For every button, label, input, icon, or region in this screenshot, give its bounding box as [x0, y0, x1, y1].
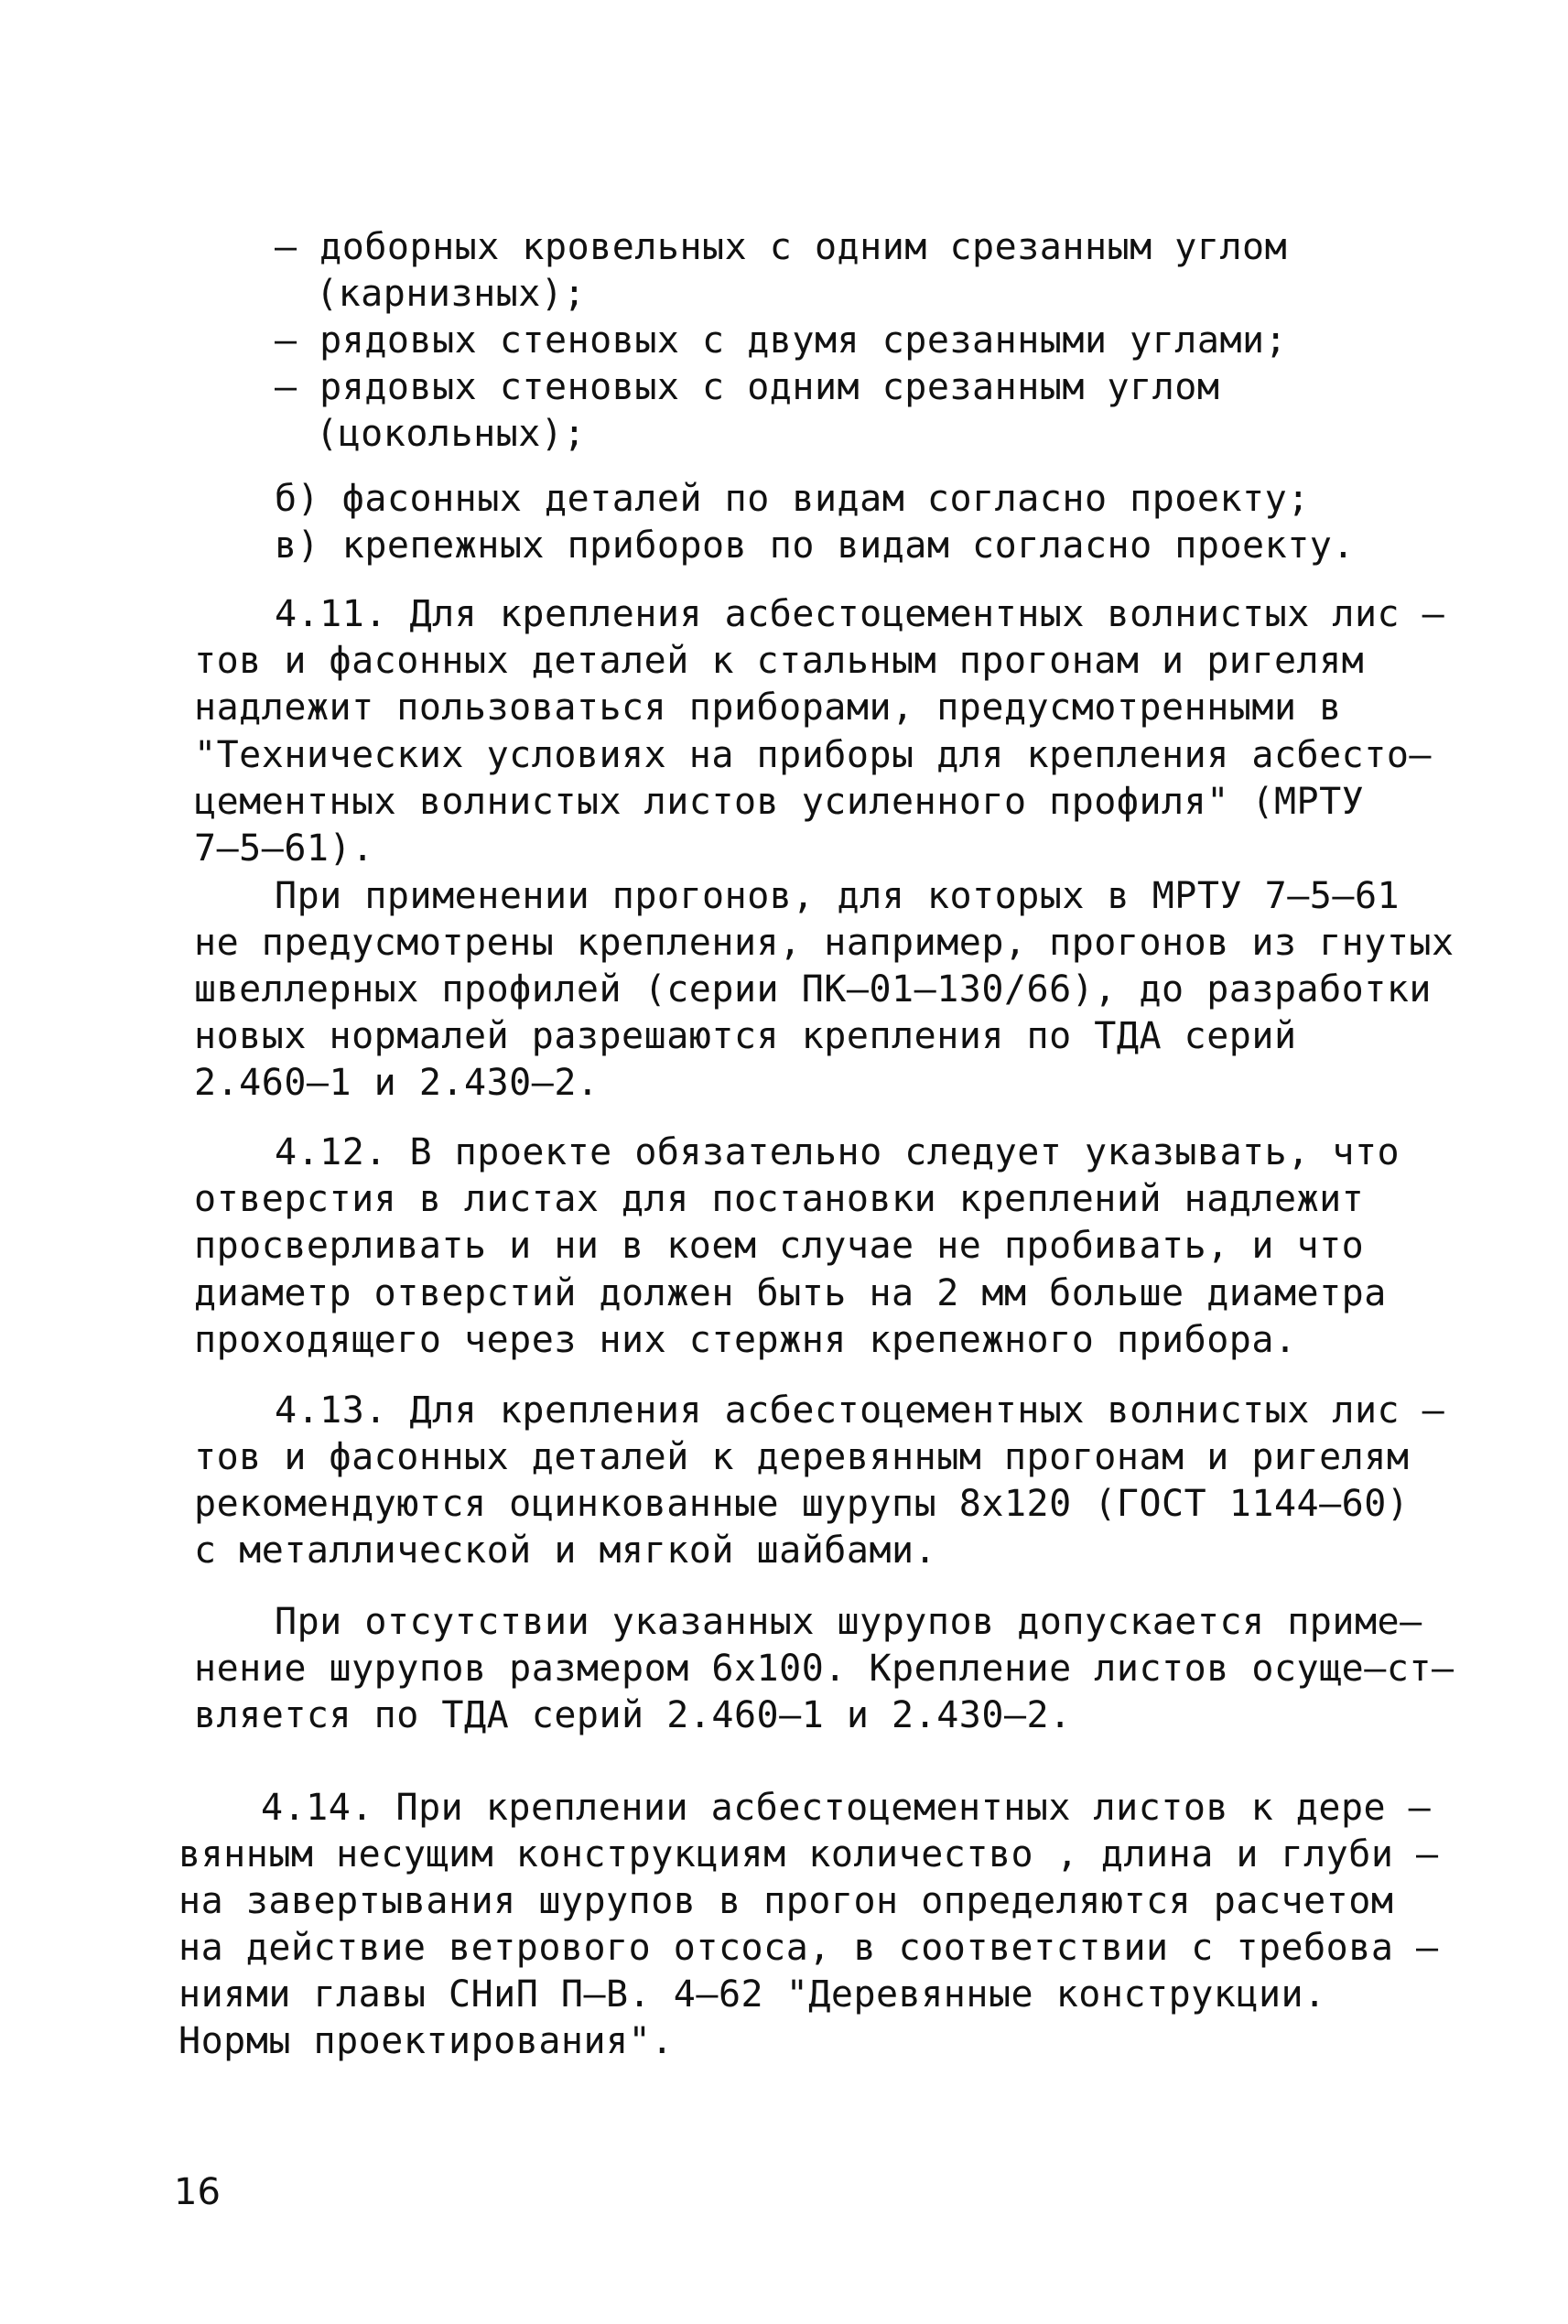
- paragraph-line: отверстия в листах для постановки креплений надлежит: [194, 1178, 1365, 1220]
- paragraph-line: 7–5–61).: [194, 827, 374, 870]
- paragraph-line: Нормы проектирования".: [178, 2020, 674, 2062]
- paragraph-line: рекомендуются оцинкованные шурупы 8х120 (ГОСТ 1144–60): [194, 1483, 1410, 1525]
- list-item: б) фасонных деталей по видам согласно проекту;: [275, 478, 1310, 520]
- paragraph-line: не предусмотрены крепления, например, прогонов из гнутых: [194, 922, 1454, 964]
- paragraph-line: на действие ветрового отсоса, в соответствии с требова –: [178, 1927, 1439, 1969]
- paragraph-line: 4.11. Для крепления асбестоцементных волнистых лис –: [275, 593, 1445, 635]
- paragraph-line: тов и фасонных деталей к стальным прогонам и ригелям: [194, 640, 1365, 682]
- paragraph-line: тов и фасонных деталей к деревянным прогонам и ригелям: [194, 1436, 1410, 1478]
- paragraph-line: вляется по ТДА серий 2.460–1 и 2.430–2.: [194, 1694, 1072, 1736]
- paragraph-line: с металлической и мягкой шайбами.: [194, 1530, 937, 1572]
- paragraph-line: 4.12. В проекте обязательно следует указывать, что: [275, 1131, 1400, 1173]
- list-item: – рядовых стеновых с двумя срезанными углами;: [275, 319, 1288, 362]
- paragraph-line: 2.460–1 и 2.430–2.: [194, 1062, 600, 1104]
- paragraph-line: вянным несущим конструкциям количество , длина и глуби –: [178, 1833, 1439, 1875]
- paragraph-line: 4.14. При креплении асбестоцементных листов к дере –: [261, 1787, 1432, 1829]
- list-item: – доборных кровельных с одним срезанным углом: [275, 226, 1288, 268]
- paragraph-line: 4.13. Для крепления асбестоцементных волнистых лис –: [275, 1389, 1445, 1432]
- paragraph-line: на завертывания шурупов в прогон определяются расчетом: [178, 1880, 1394, 1922]
- paragraph-line: нение шурупов размером 6х100. Крепление листов осуще–ст–: [194, 1648, 1454, 1690]
- paragraph-line: проходящего через них стержня крепежного прибора.: [194, 1319, 1297, 1361]
- list-item: (цокольных);: [316, 413, 586, 455]
- paragraph-line: При отсутствии указанных шурупов допускается приме–: [275, 1601, 1422, 1643]
- paragraph-line: надлежит пользоваться приборами, предусмотренными в: [194, 686, 1342, 729]
- page-number: 16: [174, 2171, 221, 2213]
- paragraph-line: просверливать и ни в коем случае не пробивать, и что: [194, 1225, 1365, 1267]
- paragraph-line: ниями главы СНиП П–В. 4–62 "Деревянные конструкции.: [178, 1973, 1326, 2016]
- paragraph-line: новых нормалей разрешаются крепления по ТДА серий: [194, 1015, 1297, 1057]
- list-item: в) крепежных приборов по видам согласно проекту.: [275, 524, 1355, 567]
- paragraph-line: "Технических условиях на приборы для крепления асбесто–: [194, 734, 1433, 776]
- paragraph-line: цементных волнистых листов усиленного профиля" (МРТУ: [194, 781, 1365, 823]
- list-item: (карнизных);: [316, 273, 586, 315]
- paragraph-line: диаметр отверстий должен быть на 2 мм больше диаметра: [194, 1272, 1387, 1314]
- paragraph-line: швеллерных профилей (серии ПК–01–130/66), до разработки: [194, 968, 1433, 1011]
- paragraph-line: При применении прогонов, для которых в МРТУ 7–5–61: [275, 875, 1400, 917]
- list-item: – рядовых стеновых с одним срезанным углом: [275, 366, 1220, 408]
